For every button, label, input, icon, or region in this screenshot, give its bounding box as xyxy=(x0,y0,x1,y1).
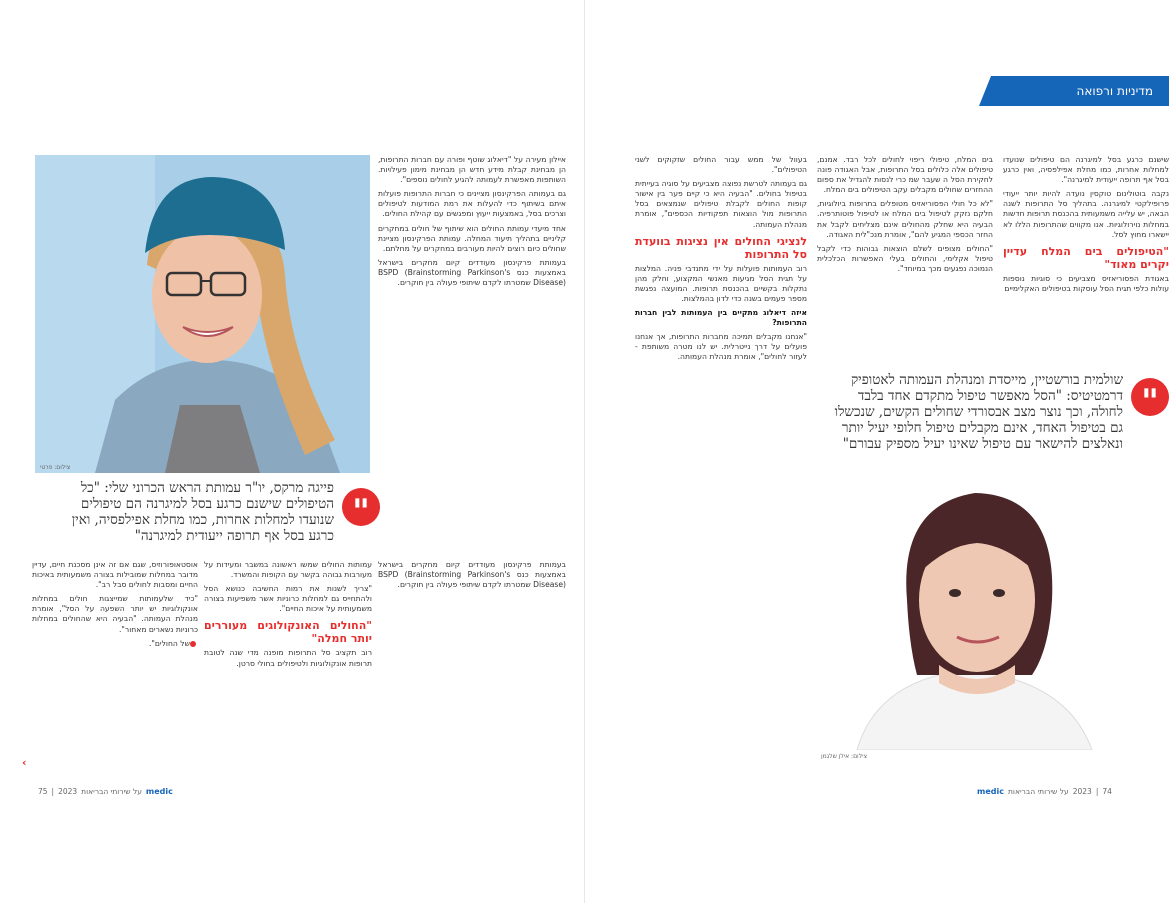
paragraph: אחד מיעדי עמותת החולים הוא שיתוף של חולים במחקרים קליניים בתהליך תיעוד המחלה. עמותת הפרקינסון מציינת שחולים כיום רוצים להיות מעורבים במחקרים על מחלתם. xyxy=(378,223,566,253)
left-page xyxy=(0,0,584,903)
folio-left xyxy=(38,787,173,796)
tab-notch xyxy=(979,76,991,106)
paragraph: "אנחנו מקבלים תמיכה מחברות התרופות, אך אנחנו פועלים על דרך נייטרלית. יש לנו מטרה משותפת - לעזור לחולים", אומרת מנהלת העמותה. xyxy=(635,332,807,362)
subheading: לנציגי החולים אין נציגות בוועדת סל התרופות xyxy=(635,234,807,261)
left-page-column-bottom-right xyxy=(378,560,566,785)
folio-separator: | xyxy=(1095,787,1099,796)
paragraph: בעוול של ממש עבור החולים שזקוקים לשני הטיפולים". xyxy=(635,155,807,175)
paragraph: באגודת הפסוריאזיס מצביעים כי סוגיות נוספות עולות כלפי תגית הסל עוסקות בטיפולים האקלימיים xyxy=(1003,273,1169,293)
left-page-column-bottom-left xyxy=(32,560,198,770)
folio-title: על שירותי הבריאות xyxy=(81,787,142,796)
quote-mark-icon: " xyxy=(342,488,380,526)
paragraph: "כיד שלעמותות שמייצגות חולים במחלות אונקולוגיות יש יותר השפעה על הסל", אומרת מנהלת העמותה. "הבעיה היא שהחולים במחלות כרוניות נשארים מאחור". xyxy=(32,594,198,634)
paragraph: "צריך לשנות את רמות החשיבה כנושא הסל ולהתחייס גם למחלות כרוניות אשר משפיעות בצורה משמעותית על איכות החיים". xyxy=(204,584,372,614)
section-label: מדיניות ורפואה xyxy=(1076,84,1153,98)
quote-text: שולמית בורשטיין, מייסדת ומנהלת העמותה לאטופיק דרמטיטיס: "הסל מאפשר טיפול מתקדם אחד בלבד לחולה, וכך נוצר מצב אבסורדי שחולים הקשים, שנכשלו גם בטיפול האחד, אינם מקבלים טיפול חלופי יעיל יותר ונאלצים להישאר עם טיפול שאינו יעיל מספיק עבורם" xyxy=(834,372,1123,452)
brand-logo: medic xyxy=(977,787,1004,796)
paragraph: אוסטאופורוזיס, שגם אם זה אינן מסכנת חיים, עדיין מדובר במחלות שמובילות בצורה משמעותית באיכות החיים ומסבות לחולים סבל רב". xyxy=(32,560,198,590)
pull-quote xyxy=(817,372,1169,472)
subheading: "הטיפולים בים המלח עדיין יקרים מאוד" xyxy=(1003,244,1169,271)
paragraph: בים המלח, טיפולי ריפוי לחולים לכל רבד. אמנם, טיפולים אלה כלולים בסל התרופות, אבל האגודה פונה לחקירת הסל ה שעבר שמ כרי לנסות להגדיל את ספום ההחזרים שחולים מקבלים עקב הטיפולים בים המלח. xyxy=(817,155,993,195)
paragraph: בעמותת פרקינסון מעודדים קיום מחקרים בישראל באמצעות כנס BSPD (Brainstorming Parkinson's Disease) שמטרתו לקדם שיתופי פעולה בין חוקרים. xyxy=(378,560,566,590)
folio-year: 2023 xyxy=(58,787,78,796)
folio-year: 2023 xyxy=(1072,787,1092,796)
paragraph: שישנם כרגע בסל למיגרנה הם טיפולים שנועדו למחלות אחרות, כמו מחלת אפילפסיה, ואין כרגע בסל אף תרופה ייעודית למיגרנה". xyxy=(1003,155,1169,185)
right-page-column-right xyxy=(1003,155,1169,380)
paragraph: גם בעמותה לטרשת נפוצה מצביעים על סוגיה בעייתית בטיפול בחולים. "הבעיה היא כי קיים פער בין אישור קופות החולים לקבלת טיפולים שנמצאים בסל התרופות מול הוצאות תפקודיות הכספים", אומרת מנהלת העמותה. xyxy=(635,179,807,229)
page-number: 75 xyxy=(38,787,48,796)
quote-text: פייגה מרקס, יו"ר עמותת הראש הכרוני שלי: "כל הטיפולים שישנם כרגע בסל למיגרנה הם טיפולים שנועדו למחלות אחרות, כמו מחלת אפילפסיה, ואין כרגע בסל אף תרופה ייעודית למיגרנה" xyxy=(71,480,334,544)
paragraph: נקבה בוטולינום טוקסין נועדה להיות יותר ייעודי פרופילקטי למיגרנה. בתהליך סל התרופות לשנה הבאה, יש עלייה משמעותית בהכנסת תרופות חדשות במחלות נוירולוגיות. אנו מקווים שהתרופות הללו לא יישארו מחוץ לסל. xyxy=(1003,189,1169,239)
quote-mark-icon: " xyxy=(1131,378,1169,416)
brand-logo: medic xyxy=(145,787,173,796)
page-number: 74 xyxy=(1102,787,1112,796)
photo-credit: צילום: אילן שלגמן xyxy=(821,753,868,760)
folio-right xyxy=(977,787,1112,796)
question-heading: איזה דיאלוג מתקיים בין העמותות לבין חברות התרופות? xyxy=(635,308,807,328)
paragraph: רוב העמותות פועלות על ידי מתנדבי פניה. המלצות על תגית הסל מגיעות מאנשי המקצוע, וחלק מהן נתקלות בקשיים בהכנסת תרופות. המועצה נפגשת מספר פעמים בשנה כדי לדון בהמלצות. xyxy=(635,263,807,303)
portrait-photo-marks xyxy=(817,465,1132,750)
paragraph: רוב תקציב סל התרופות מופנה מדי שנה לטובת תרופות אונקולוגיות ולטיפולים בחולי סרטן. xyxy=(204,648,372,668)
subheading: "החולים האונקולוגים מעוררים יותר חמלה" xyxy=(204,619,372,646)
paragraph: "לא כל חולי הפסוריאזיס מטופלים בתרופות ביולוגיות, חלקם נזקק לטיפול בים המלח או לטיפול פוטותרפיה. הבעיה היא שחלק מהחולים אינם מצליחים לקבל את החזר הכספי המגיע להם", אומרת מנכ"לית האגודה. xyxy=(817,199,993,239)
right-page-column-mid xyxy=(817,155,993,380)
portrait-photo-marks xyxy=(35,155,370,473)
end-dot-icon xyxy=(190,641,196,647)
end-text: של החולים". xyxy=(148,638,190,648)
paragraph-end xyxy=(32,639,198,649)
right-page xyxy=(585,0,1169,903)
section-tab xyxy=(979,76,1169,106)
paragraph: איילון מעירה על "דיאלוג שוטף ופורה עם חברות התרופות, הן מבחינת קבלת מידע חדש הן מבחינת מימון פעילויות. השותפות מאפשרת לעמותה להגיע לחולים נוספים". xyxy=(378,155,566,185)
paragraph: "החולים מצופים לשלם הוצאות גבוהות כדי לקבל טיפול אקלימי, והחולים בעלי האפשרות הכלכלית הנמוכה נפגעים מכך במיוחד". xyxy=(817,243,993,273)
left-page-column-bottom-mid xyxy=(204,560,372,785)
right-page-column-left xyxy=(635,155,807,770)
continue-arrow-icon: ‹ xyxy=(22,756,27,769)
pull-quote xyxy=(50,480,380,560)
folio-title: על שירותי הבריאות xyxy=(1007,787,1069,796)
folio-separator: | xyxy=(51,787,55,796)
paragraph: בעמותת פרקינסון מעודדים קיום מחקרים בישראל באמצעות כנס BSPD (Brainstorming Parkinson's Disease) שמטרתו לקדם שיתופי פעולה בין חוקרים. xyxy=(378,257,566,288)
paragraph: גם בעמותה הפרקינסון מציינים כי חברות התרופות פועלות איתם בשיתוף כדי להעלות את רמת המודעות לטיפולים וצרכים בסל, באמצעות ייעוץ ומפגשים עם קהילת החולים. xyxy=(378,189,566,219)
photo-credit: צילום: פרטי xyxy=(40,464,71,471)
paragraph: עמותות החולים שמשו ראשונה במשבר ומעידות על מעורבות גבוהה בקשר עם הקופות והמשרד. xyxy=(204,560,372,580)
